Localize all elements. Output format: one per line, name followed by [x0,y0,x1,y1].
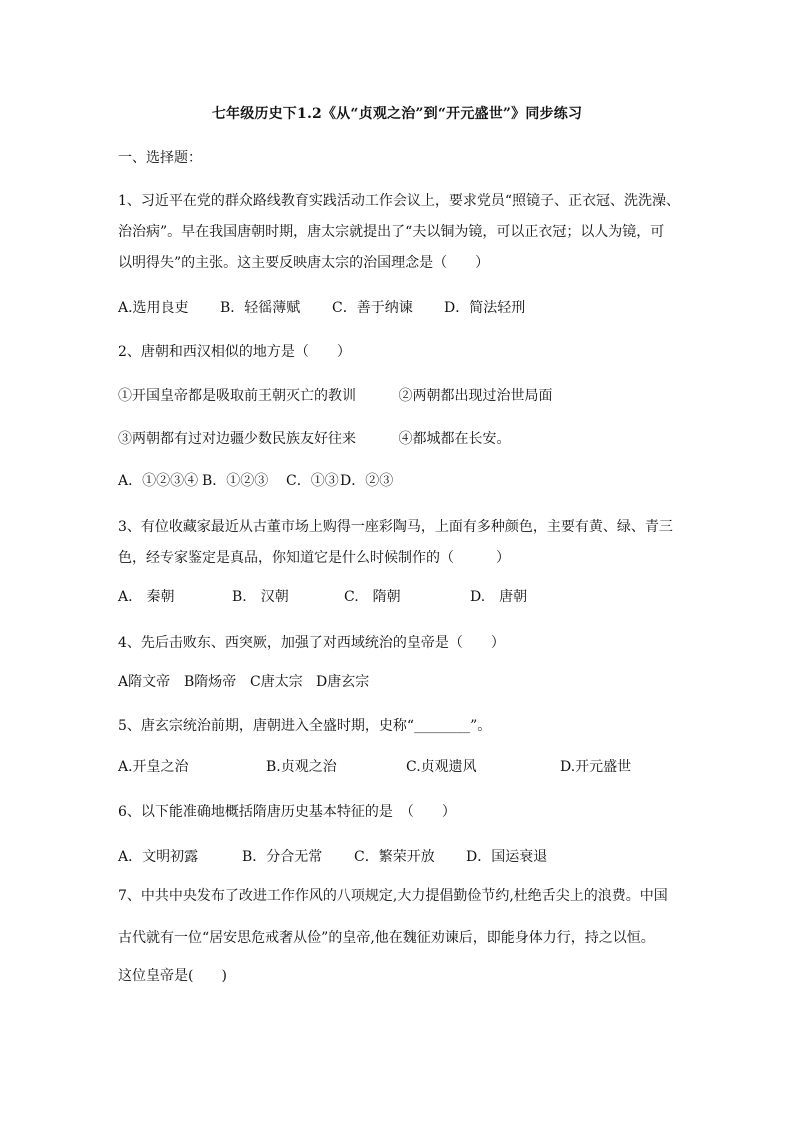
q1-option-a: A.选用良吏 [118,300,189,316]
q2-item-1: ①开国皇帝都是吸取前王朝灭亡的教训 [118,388,356,404]
q4-stem: 4、先后击败东、西突厥，加强了对西域统治的皇帝是（ ） [118,635,505,651]
q3-line-2: 色，经专家鉴定是真品，你知道它是什么时候制作的（ ） [118,550,510,566]
q7-line-1: 7、中共中央发布了改进工作作风的八项规定,大力提倡勤俭节约,杜绝舌尖上的浪费。中国 [118,888,668,904]
q1-option-b: B．轻徭薄赋 [220,300,301,316]
q6-option-c: C．繁荣开放 [354,849,435,865]
q5-option-b: B.贞观之治 [266,759,337,775]
q5-options [118,757,698,777]
page-title: 七年级历史下1.2《从“贞观之治”到“开元盛世”》同步练习 [211,106,583,122]
q2-item-2: ②两朝都出现过治世局面 [398,388,553,404]
q2-item-4: ④都城都在长安。 [398,431,511,447]
q6-option-a: A．文明初露 [118,849,199,865]
q1-line-3: 以明得失”的主张。这主要反映唐太宗的治国理念是（ ） [118,255,490,271]
q2-item-3: ③两朝都有过对边疆少数民族友好往来 [118,431,356,447]
q5-option-c: C.贞观遗风 [406,759,477,775]
q2-items-row-1 [118,386,698,406]
q7-line-2: 古代就有一位“居安思危戒奢从俭”的皇帝,他在魏征劝谏后，即能身体力行，持之以恒。 [118,930,655,946]
q3-line-1: 3、有位收藏家最近从古董市场上购得一座彩陶马，上面有多种颜色，主要有黄、绿、青三 [118,519,673,535]
q2-option-b: B．①②③ [202,473,269,489]
q3-option-b: B. 汉朝 [232,589,289,605]
q3-option-a: A. 秦朝 [118,589,175,605]
q2-options [118,471,698,491]
section-heading: 一、选择题： [118,150,202,166]
q6-options [118,847,698,867]
q6-option-b: B．分合无常 [242,849,323,865]
q6-option-d: D．国运衰退 [466,849,548,865]
q3-options [118,587,698,607]
q1-option-d: D．简法轻刑 [444,300,526,316]
q5-option-a: A.开皇之治 [118,759,189,775]
q5-option-d: D.开元盛世 [560,759,632,775]
q2-option-a: A．①②③④ [118,473,199,489]
q2-items-row-2 [118,429,698,449]
q3-option-d: D. 唐朝 [470,589,528,605]
q4-option-c: C唐太宗 [250,674,303,690]
q1-option-c: C．善于纳谏 [332,300,413,316]
q4-options [118,672,698,692]
q4-option-d: D唐玄宗 [316,674,370,690]
q4-option-a: A隋文帝 [118,674,171,690]
q3-option-c: C. 隋朝 [344,589,401,605]
q2-option-d: D．②③ [340,473,394,489]
q2-option-c: C．①③ [286,473,339,489]
q2-stem: 2、唐朝和西汉相似的地方是（ ） [118,344,351,360]
q4-option-b: B隋炀帝 [184,674,237,690]
q5-stem: 5、唐玄宗统治前期，唐朝进入全盛时期，史称“________”。 [118,718,492,734]
q1-line-2: 治治病”。早在我国唐朝时期，唐太宗就提出了“夫以铜为镜，可以正衣冠；以人为镜，可 [118,224,665,240]
q7-line-3: 这位皇帝是( ) [118,968,227,984]
q1-options [118,298,698,318]
q6-stem: 6、以下能准确地概括隋唐历史基本特征的是 （ ） [118,804,456,820]
q1-line-1: 1、习近平在党的群众路线教育实践活动工作会议上，要求党员“照镜子、正衣冠、洗洗澡、 [118,193,681,209]
